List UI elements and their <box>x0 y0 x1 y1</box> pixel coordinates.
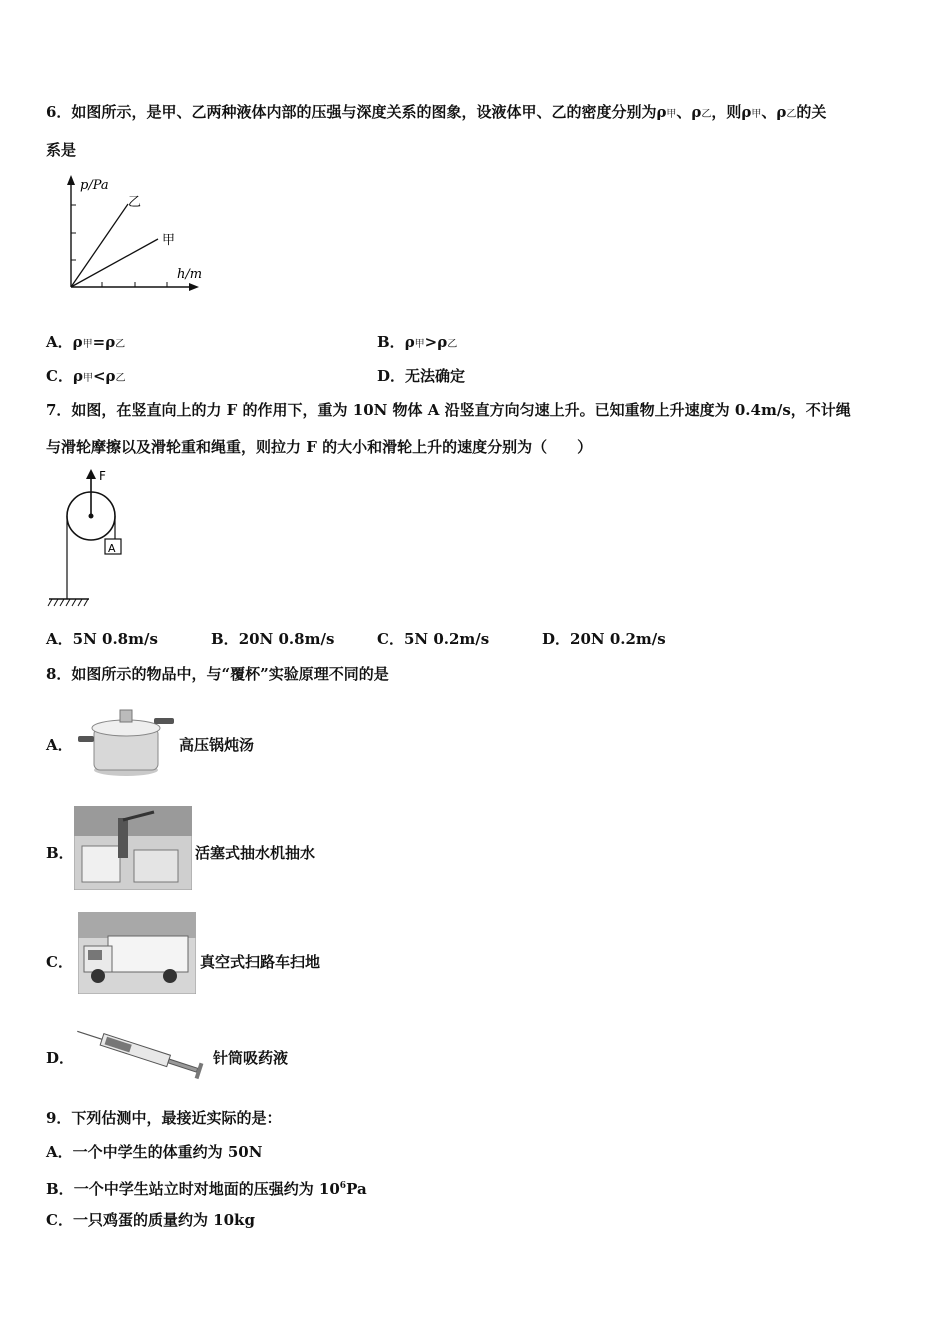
q8-option-b-letter[interactable]: B． <box>46 844 74 862</box>
q7-option-d[interactable]: D．20N 0.2m/s <box>542 630 666 648</box>
force-label: F <box>99 469 106 483</box>
q7-option-b[interactable]: B．20N 0.8m/s <box>211 630 335 648</box>
label-jia: 甲 <box>162 233 176 248</box>
ground-hatching <box>48 599 88 606</box>
q6-stem-line2: 系是 <box>46 141 77 159</box>
q8-option-b-text[interactable]: 活塞式抽水机抽水 <box>195 844 316 862</box>
q7-stem-line2: 与滑轮摩擦以及滑轮重和绳重，则拉力 F 的大小和滑轮上升的速度分别为（ ） <box>46 438 593 456</box>
x-axis-arrow <box>189 283 199 291</box>
line-yi <box>71 204 128 287</box>
y-axis-arrow <box>67 175 75 185</box>
q9-option-a[interactable]: A．一个中学生的体重约为 50N <box>46 1143 263 1161</box>
x-axis-label: h/m <box>177 267 203 282</box>
q6-option-d[interactable]: D．无法确定 <box>377 367 466 385</box>
q7-option-c[interactable]: C．5N 0.2m/s <box>377 630 490 648</box>
syringe-image <box>74 1024 208 1080</box>
q7-pulley-figure <box>44 466 144 616</box>
q8-option-a-letter[interactable]: A． <box>46 736 73 754</box>
q8-option-c-text[interactable]: 真空式扫路车扫地 <box>200 953 321 971</box>
q6-option-b[interactable]: B．ρ甲>ρ乙 <box>377 333 458 351</box>
pulley-axle <box>89 514 94 519</box>
q7-stem-line1: 7．如图，在竖直向上的力 F 的作用下，重为 10N 物体 A 沿竖直方向匀速上升。已知重物上升速度为 0.4m/s，不计绳 <box>46 401 851 419</box>
piston-pump-image <box>74 806 192 890</box>
q8-option-d-letter[interactable]: D． <box>46 1049 75 1067</box>
q6-stem-line1: 6．如图所示，是甲、乙两种液体内部的压强与深度关系的图象，设液体甲、乙的密度分别为ρ甲、ρ乙，则ρ甲、ρ乙的关 <box>46 103 827 121</box>
q9-option-b[interactable]: B．一个中学生站立时对地面的压强约为 $10^6Pa$ <box>46 1180 367 1198</box>
q7-option-a[interactable]: A．5N 0.8m/s <box>46 630 158 648</box>
line-jia <box>71 239 158 287</box>
street-sweeper-image <box>78 912 196 994</box>
force-arrow-head <box>86 469 96 479</box>
q6-option-a[interactable]: A．ρ甲=ρ乙 <box>46 333 126 351</box>
pressure-cooker-image <box>76 700 176 778</box>
label-yi: 乙 <box>128 195 142 210</box>
y-axis-label: p/Pa <box>80 178 109 193</box>
q6-option-c[interactable]: C．ρ甲<ρ乙 <box>46 367 126 385</box>
q8-option-c-letter[interactable]: C． <box>46 953 73 971</box>
q9-stem: 9．下列估测中，最接近实际的是： <box>46 1109 282 1127</box>
q6-pressure-depth-graph <box>60 172 210 297</box>
q9-option-c[interactable]: C．一只鸡蛋的质量约为 10kg <box>46 1211 255 1229</box>
q8-stem: 8．如图所示的物品中，与“覆杯”实验原理不同的是 <box>46 665 389 683</box>
block-label: A <box>108 542 116 555</box>
q8-option-d-text[interactable]: 针筒吸药液 <box>213 1049 289 1067</box>
q8-option-a-text[interactable]: 高压锅炖汤 <box>179 736 255 754</box>
